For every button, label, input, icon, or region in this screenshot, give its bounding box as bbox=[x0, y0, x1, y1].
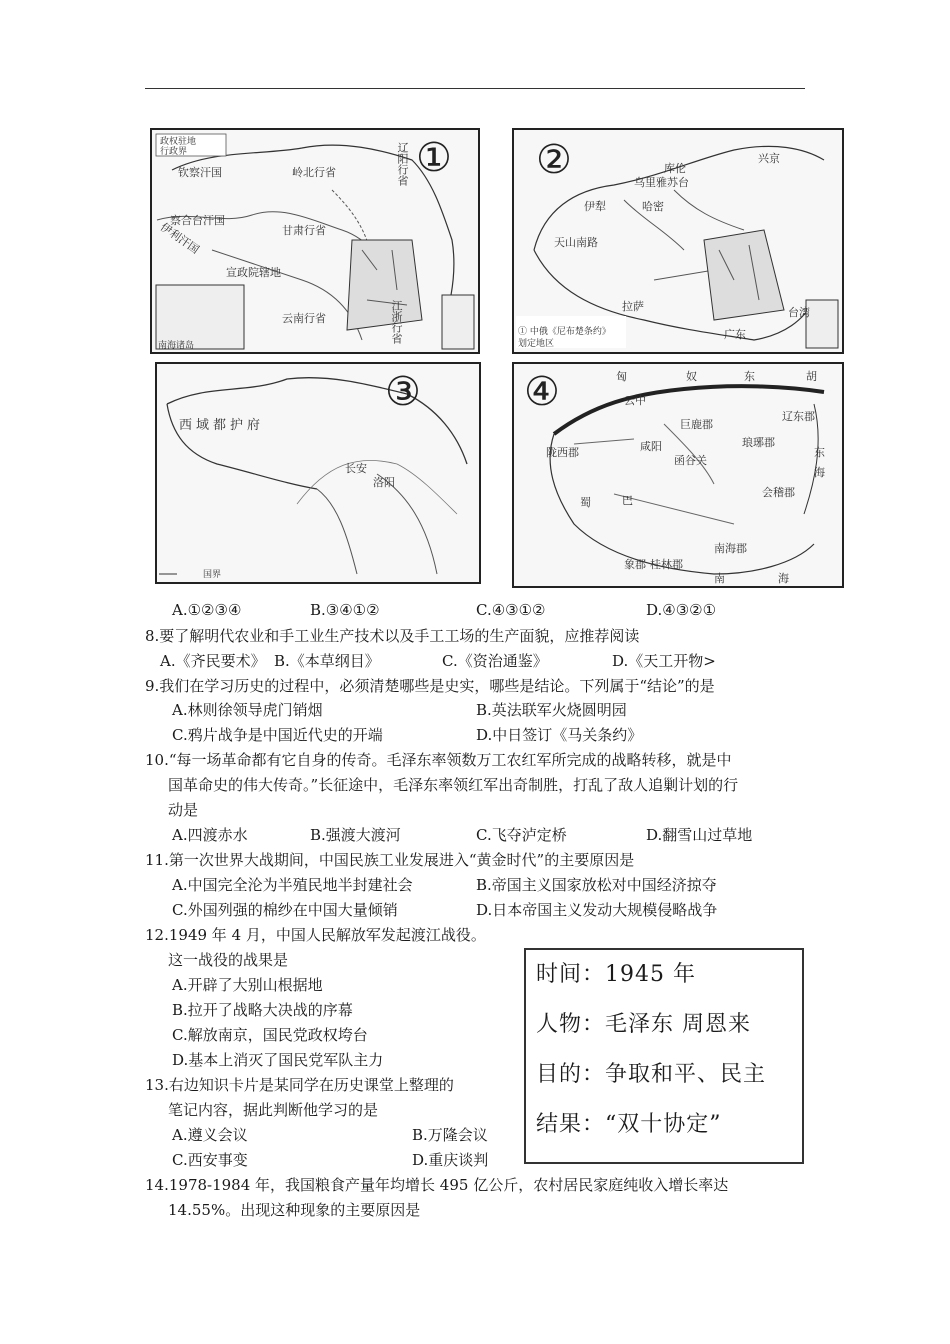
map-4-label: 象郡 bbox=[624, 558, 646, 571]
map-2-number: ② bbox=[536, 137, 572, 183]
map-4-label: 东 bbox=[814, 446, 825, 459]
q7-option-b: B.③④①② bbox=[310, 601, 380, 619]
map-2-label: 库伦 bbox=[664, 162, 686, 175]
q14-stem-line: 14.1978-1984 年，我国粮食产量年均增长 495 亿公斤，农村居民家庭纯收入增长率达 bbox=[145, 1176, 729, 1194]
map-1-label: 察合台汗国 bbox=[170, 214, 225, 227]
map-4-label: 匈 bbox=[616, 370, 627, 383]
q12-option-a: A.开辟了大别山根据地 bbox=[172, 976, 323, 994]
map-3-drawing bbox=[157, 364, 479, 582]
q7-option-c: C.④③①② bbox=[476, 601, 546, 619]
map-4-label: 胡 bbox=[806, 370, 817, 383]
knowledge-card bbox=[524, 948, 804, 1164]
map-2-note: 划定地区 bbox=[518, 339, 555, 349]
q13-stem-line: 13.右边知识卡片是某同学在历史课堂上整理的 bbox=[145, 1076, 454, 1094]
q10-stem-line: 国革命史的伟大传奇。”长征途中，毛泽东率领红军出奇制胜，打乱了敌人追剿计划的行 bbox=[168, 776, 739, 794]
map-2-label: 广东 bbox=[724, 328, 746, 341]
map-4-label: 奴 bbox=[686, 370, 697, 383]
q9-option-b: B.英法联军火烧圆明园 bbox=[476, 701, 627, 719]
map-2-label: 哈密 bbox=[642, 200, 664, 213]
map-3-label: 洛阳 bbox=[373, 476, 395, 489]
map-4-label: 海 bbox=[814, 466, 825, 479]
q13-stem-line: 笔记内容，据此判断他学习的是 bbox=[168, 1101, 379, 1119]
map-4-qin-dynasty bbox=[512, 362, 844, 588]
map-4-label: 函谷关 bbox=[674, 454, 707, 467]
q13-option-d: D.重庆谈判 bbox=[412, 1151, 489, 1169]
q12-stem-line: 12.1949 年 4 月，中国人民解放军发起渡江战役。 bbox=[145, 926, 486, 944]
map-4-label: 辽东郡 bbox=[782, 410, 815, 423]
map-1-label: 伊利汗国 bbox=[157, 220, 202, 257]
q8-option-b: B.《本草纲目》 bbox=[274, 652, 380, 670]
map-4-number: ④ bbox=[524, 369, 560, 415]
q12-stem-line: 这一战役的战果是 bbox=[168, 951, 289, 969]
card-time: 时间：1945 年 bbox=[536, 962, 696, 987]
map-2-label: 兴京 bbox=[758, 152, 780, 165]
q10-stem-line: 10.“每一场革命都有它自身的传奇。毛泽东率领数万工农红军所完成的战略转移，就是中 bbox=[145, 751, 732, 769]
map-3-label: 长安 bbox=[345, 462, 367, 475]
q10-option-c: C.飞夺泸定桥 bbox=[476, 826, 567, 844]
map-1-label: 宣政院辖地 bbox=[226, 266, 281, 279]
map-2-label: 拉萨 bbox=[622, 300, 644, 313]
q12-option-d: D.基本上消灭了国民党军队主力 bbox=[172, 1051, 384, 1069]
map-4-label: 桂林郡 bbox=[650, 558, 683, 571]
q8-option-a: A.《齐民要术》 bbox=[160, 652, 266, 670]
map-1-label: 云南行省 bbox=[282, 312, 326, 325]
map-2-label: 乌里雅苏台 bbox=[634, 176, 689, 189]
map-1-label: 岭北行省 bbox=[292, 166, 336, 179]
card-people: 人物：毛泽东 周恩来 bbox=[536, 1012, 751, 1037]
q12-option-b: B.拉开了战略大决战的序幕 bbox=[172, 1001, 353, 1019]
q11-stem: 11.第一次世界大战期间，中国民族工业发展进入“黄金时代”的主要原因是 bbox=[145, 851, 635, 869]
q8-option-d: D.《天工开物> bbox=[612, 652, 716, 670]
map-4-label: 云中 bbox=[624, 394, 646, 407]
map-4-label: 咸阳 bbox=[640, 440, 662, 453]
q13-option-b: B.万隆会议 bbox=[412, 1126, 488, 1144]
map-3-number: ③ bbox=[385, 369, 421, 415]
map-4-label: 巨鹿郡 bbox=[680, 418, 713, 431]
map-1-inset-label: 南海诸岛 bbox=[158, 341, 195, 351]
map-4-label: 南 bbox=[714, 572, 725, 585]
map-4-label: 东 bbox=[744, 370, 755, 383]
map-1-yuan-dynasty bbox=[150, 128, 480, 354]
map-4-label: 巴 bbox=[622, 494, 633, 507]
q9-option-a: A.林则徐领导虎门销烟 bbox=[172, 701, 323, 719]
q10-option-a: A.四渡赤水 bbox=[172, 826, 248, 844]
q10-stem-line: 动是 bbox=[168, 801, 199, 819]
map-3-han-dynasty bbox=[155, 362, 481, 584]
map-4-label: 海 bbox=[778, 572, 789, 585]
map-1-label: 钦察汗国 bbox=[178, 166, 222, 179]
q8-option-c: C.《资治通鉴》 bbox=[442, 652, 548, 670]
q11-option-d: D.日本帝国主义发动大规模侵略战争 bbox=[476, 901, 718, 919]
map-4-label: 琅琊郡 bbox=[742, 436, 775, 449]
q9-option-c: C.鸦片战争是中国近代史的开端 bbox=[172, 726, 383, 744]
map-3-legend: 国界 bbox=[203, 570, 222, 580]
map-1-number: ① bbox=[416, 135, 452, 181]
map-4-label: 南海郡 bbox=[714, 542, 747, 555]
q13-option-c: C.西安事变 bbox=[172, 1151, 248, 1169]
q12-option-c: C.解放南京，国民党政权垮台 bbox=[172, 1026, 368, 1044]
q13-option-a: A.遵义会议 bbox=[172, 1126, 248, 1144]
map-2-qing-dynasty bbox=[512, 128, 844, 354]
map-2-note: ① 中俄《尼布楚条约》 bbox=[518, 327, 611, 337]
q9-option-d: D.中日签订《马关条约》 bbox=[476, 726, 643, 744]
map-4-label: 蜀 bbox=[580, 496, 591, 509]
q14-stem-line: 14.55%。出现这种现象的主要原因是 bbox=[168, 1201, 421, 1219]
q8-stem: 8.要了解明代农业和手工业生产技术以及手工工场的生产面貌，应推荐阅读 bbox=[145, 627, 640, 645]
q9-stem: 9.我们在学习历史的过程中，必须清楚哪些是史实，哪些是结论。下列属于“结论”的是 bbox=[145, 677, 715, 695]
card-result: 结果：“双十协定” bbox=[536, 1112, 722, 1137]
q7-option-a: A.①②③④ bbox=[172, 601, 242, 619]
q10-option-d: D.翻雪山过草地 bbox=[646, 826, 753, 844]
q10-option-b: B.强渡大渡河 bbox=[310, 826, 401, 844]
map-4-drawing bbox=[514, 364, 842, 586]
map-2-label: 天山南路 bbox=[554, 236, 598, 249]
map-1-legend: 政权驻地 bbox=[160, 137, 197, 147]
map-4-label: 陇西郡 bbox=[546, 446, 579, 459]
map-1-label: 江浙行省 bbox=[390, 300, 403, 344]
map-1-label: 甘肃行省 bbox=[282, 224, 326, 237]
map-1-legend: 行政界 bbox=[160, 147, 188, 157]
map-3-label: 西域都护府 bbox=[179, 418, 265, 433]
map-4-label: 会稽郡 bbox=[762, 486, 795, 499]
map-2-label: 伊犁 bbox=[584, 200, 606, 213]
map-2-label: 台湾 bbox=[788, 306, 810, 319]
map-1-label: 辽阳行省 bbox=[396, 142, 409, 186]
q11-option-b: B.帝国主义国家放松对中国经济掠夺 bbox=[476, 876, 717, 894]
q7-option-d: D.④③②① bbox=[646, 601, 717, 619]
q11-option-a: A.中国完全沦为半殖民地半封建社会 bbox=[172, 876, 413, 894]
q11-option-c: C.外国列强的棉纱在中国大量倾销 bbox=[172, 901, 398, 919]
card-purpose: 目的：争取和平、民主 bbox=[536, 1062, 767, 1087]
header-rule bbox=[145, 88, 805, 89]
